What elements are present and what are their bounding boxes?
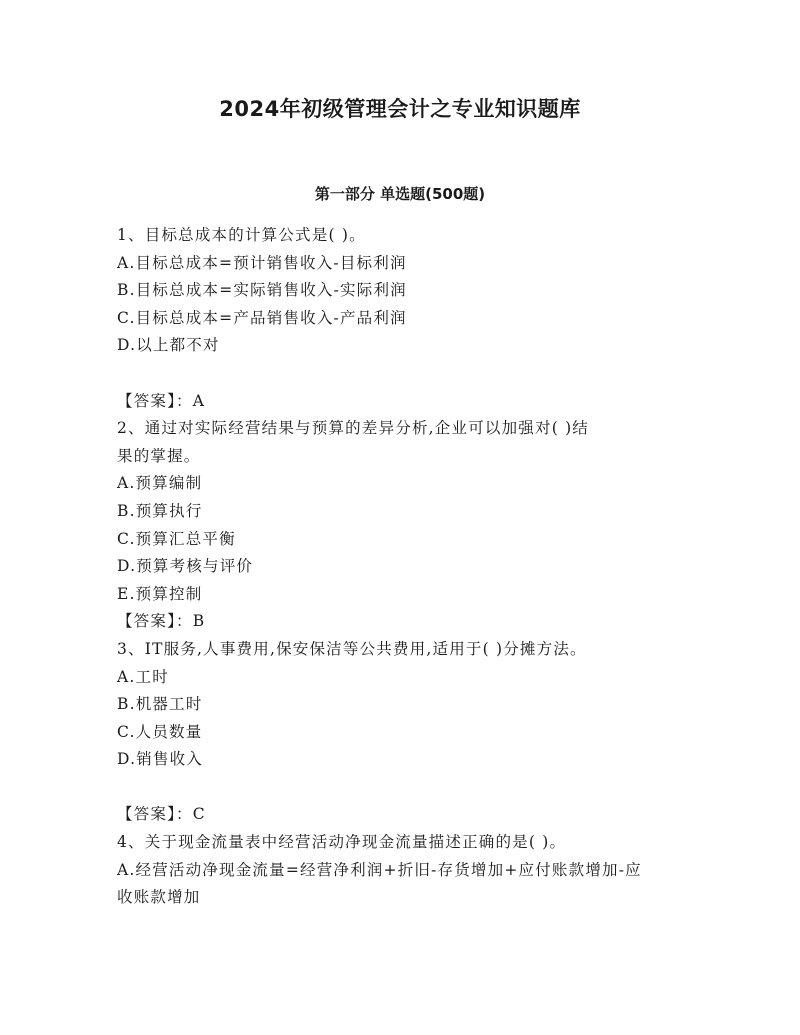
option-a: A.工时 <box>117 667 169 686</box>
option-d: D.预算考核与评价 <box>117 557 254 576</box>
question-stem: 4、关于现金流量表中经营活动净现金流量描述正确的是( )。 <box>117 833 567 852</box>
question-stem-line-1: 2、通过对实际经营结果与预算的差异分析,企业可以加强对( )结 <box>117 419 590 438</box>
option-b: B.目标总成本=实际销售收入-实际利润 <box>117 281 407 300</box>
document-title: 2024年初级管理会计之专业知识题库 <box>219 97 581 121</box>
question-3 <box>117 636 677 829</box>
answer: 【答案】：C <box>117 805 206 824</box>
question-4 <box>117 829 677 912</box>
question-stem: 1、目标总成本的计算公式是( )。 <box>117 226 366 244</box>
question-stem: 3、IT服务,人事费用,保安保洁等公共费用,适用于( )分摊方法。 <box>117 639 587 658</box>
answer: 【答案】：A <box>117 391 206 410</box>
question-stem-line-2: 果的掌握。 <box>117 446 201 465</box>
option-c: C.人员数量 <box>117 722 203 741</box>
option-e: E.预算控制 <box>117 584 203 603</box>
spacer <box>117 774 677 802</box>
option-c: C.预算汇总平衡 <box>117 529 236 548</box>
option-a-line-1: A.经营活动净现金流量=经营净利润+折旧-存货增加+应付账款增加-应 <box>117 860 642 879</box>
option-c: C.目标总成本=产品销售收入-产品利润 <box>117 308 407 327</box>
question-list <box>117 222 677 912</box>
option-a-line-2: 收账款增加 <box>117 888 201 907</box>
option-a: A.预算编制 <box>117 474 203 493</box>
option-b: B.机器工时 <box>117 695 203 714</box>
option-b: B.预算执行 <box>117 501 203 520</box>
answer: 【答案】：B <box>117 612 206 631</box>
option-d: D.以上都不对 <box>117 336 220 355</box>
section-title: 第一部分 单选题(500题) <box>314 185 486 203</box>
spacer <box>117 360 677 388</box>
question-2 <box>117 415 677 636</box>
question-1 <box>117 222 677 415</box>
option-a: A.目标总成本=预计销售收入-目标利润 <box>117 253 407 272</box>
option-d: D.销售收入 <box>117 750 204 769</box>
